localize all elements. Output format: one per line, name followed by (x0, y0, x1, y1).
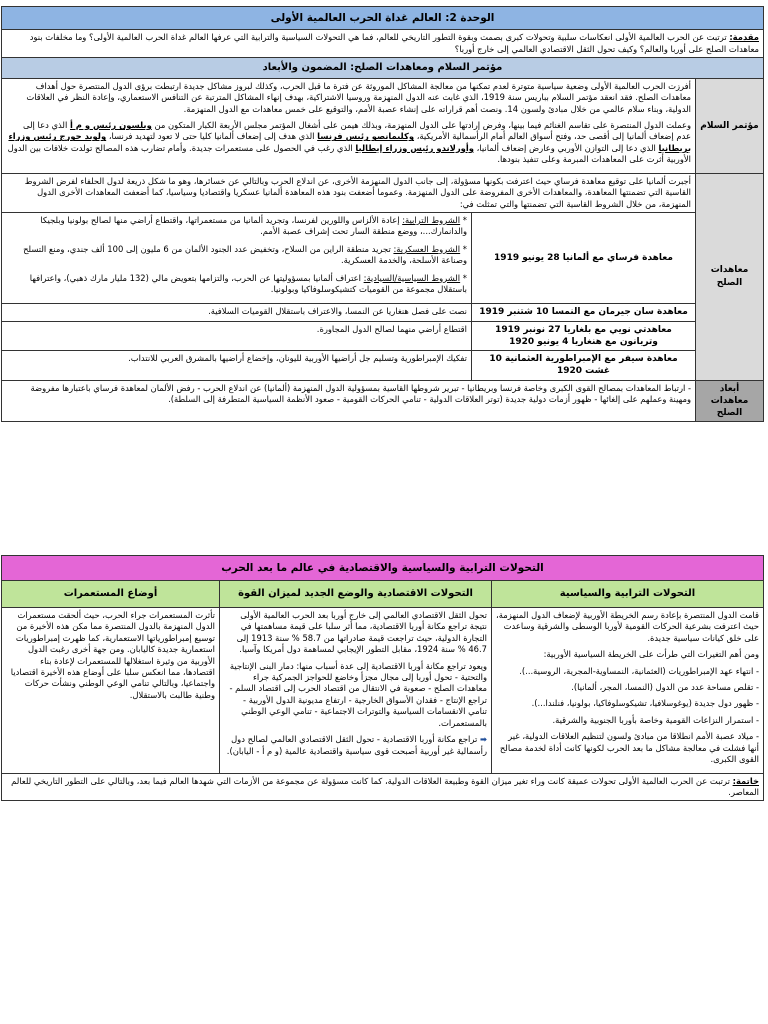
p2-text-b: الذي دعا إلى عدم إضعاف ألمانيا إلى أقصى حد، وفتح أسواق العالم أمام الرأسمالية الأمريكية، (23, 119, 691, 142)
term-text: تجريد منطقة الراين من السلاح، وتخفيض عدد الجنود الألمان من 6 مليون إلى 100 ألف جندي، ومنع التسلح وصناعة الأسلحة، والخدمة العسكرية. (23, 243, 467, 266)
dimensions-text: - ارتباط المعاهدات بمصالح القوى الكبرى وخاصة فرنسا وبريطانيا - تبرير شروطها القاسية بمسؤولية الدول المنهزمة (ألمانيا) عن اندلاع الحرب - رفض الألمان لمعاهدة فرساي باعتبارها مفروضة ومهينة وعملهم على إلغائها - ظهور أزمات دولية جديدة (توتر العلاقات الدولية - تنامي الحركات القومية - صعود الأنظمة السياسية المتطرفة إلى السلطة). (1, 380, 695, 422)
section2-title: التحولات الترابية والسياسية والاقتصادية في عالم ما بعد الحرب (2, 556, 764, 581)
section1-title: مؤتمر السلام ومعاهدات الصلح: المضمون والأبعاد (1, 58, 763, 79)
saint-germain-treaty-name: معاهدة سان جيرمان مع النمسا 10 شتنبر 1919 (472, 304, 696, 321)
term-label: الشروط الترابية: (402, 214, 461, 225)
postwar-transformations-table (1, 555, 764, 801)
term-label: الشروط السياسية/السيادية: (363, 272, 461, 283)
versailles-terms (1, 212, 471, 304)
peace-treaties-table (1, 6, 764, 422)
p2-text-c: الذي هدف إلى إضعاف ألمانيا كليا حتى لا تعود لتهديد فرنسا، (106, 131, 318, 142)
conclusion-label: خاتمة: (732, 775, 759, 786)
peace-conference-p2 (6, 120, 691, 166)
intro-cell (1, 30, 763, 58)
p2-text-e: الذي رغب في الحصول على مستعمرات جديدة. وأمام تضارب هذه المصالح تولدت خلافات بين الدول الأوربية أثرت على المعاهدات المبرمة وعلى تنفيذ بنودها. (7, 142, 691, 165)
political-item: - ظهور دول جديدة (يوغوسلافيا، تشيكوسلوفاكيا، بولونيا، فنلندا...). (531, 698, 759, 709)
lesson-sheet-2 (2, 555, 764, 801)
economic-column (220, 607, 492, 773)
political-column (492, 607, 764, 773)
lesson-sheet-1 (2, 6, 764, 422)
sevres-treaty-name: معاهدة سيفر مع الإمبراطورية العثمانية 10 غشت 1920 (472, 351, 696, 380)
economic-p1: تحول الثقل الاقتصادي العالمي إلى خارج أوربا بعد الحرب العالمية الأولى نتيجة تراجع مكانة أوربا الاقتصادية، مما أثر سلبا على قيمة مساهمتها في التجارة الدولية، حيث تراجعت قيمة صادراتها من 58.7 % سنة 1913 إلى 46.7 % سنة 1924، مقابل التطور الإيجابي لمساهمة دول أمريكا وآسيا. (236, 609, 487, 655)
peace-conference-p1: أفرزت الحرب العالمية الأولى وضعية سياسية متوترة لعدم تمكنها من معالجة المشاكل الموروثة عن فترة ما قبل الحرب، وكذلك لبروز مشاكل جديدة ارتبطت برؤى الدول المنتصرة حول أهداف معاهدات الصلح. فقد انعقد مؤتمر السلام بباريس سنة 1919، الذي غابت عنه الدول المنهزمة وروسيا الاشتراكية، بهدف إنهاء المشاكل المترتبة عن التنافس الاستعماري، وإعادة النظر في العلاقات الدولية، وبناء سلام عالمي من خلال مبادئ ولسون 14. ونصت أهم قراراته على إنشاء عصبة الأمم، والتوقيع على خمس معاهدات مع الدول المنهزمة. (26, 80, 691, 114)
colonies-text: تأثرت المستعمرات جراء الحرب، حيث ألحقت مستعمرات الدول المنهزمة بالدول المنتصرة مما مكن هذه الأخيرة من توسيع إمبراطورياتها الاستعمارية، كما ظهرت إمبراطوريات استعمارية جديدة كاليابان. ومن جهة أخرى رغبت الدول الأوربية من وثيرة استغلالها للمستعمرات لإعادة بناء اقتصادها، مما انعكس سلبا على أوضاع هذه الأخيرة اقتصاديا واجتماعيا، وبالتالي تنامي الوعي الوطني ونشأت حركات وطنية طالبت بالاستقلال. (10, 609, 215, 700)
political-item: - انتهاء عهد الإمبراطوريات (العثمانية، النمساوية-المجرية، الروسية...). (519, 665, 759, 676)
economic-p3: تراجع مكانة أوربا الاقتصادية - تحول الثقل الاقتصادي العالمي لصالح دول رأسمالية غير أوربية أصبحت قوى سياسية واقتصادية عالمية (و م أ - اليابان). (226, 734, 487, 756)
peace-conference-content (1, 78, 695, 173)
economic-p2: ويعود تراجع مكانة أوربا الاقتصادية إلى عدة أسباب منها: دمار البنى الإنتاجية والتحتية - تحول أوربا إلى مجال مجزأ وخاضع للحواجز الجمركية جراء معاهدات الصلح - صعوبة في الانتقال من اقتصاد الحرب إلى اقتصاد السلم - تراجع الإنتاج - فقدان الأسواق الخارجية - ارتفاع مديونية الدول الأوربية - تنامي الانقسامات السياسية والتوترات الاجتماعية - تنامي الوعي الوطني بالمستعمرات. (229, 660, 487, 728)
unit-title: الوحدة 2: العالم غداة الحرب العالمية الأولى (1, 7, 763, 30)
colonies-column-title: أوضاع المستعمرات (2, 581, 220, 608)
dimensions-label: أبعاد معاهدات الصلح (696, 380, 764, 422)
conclusion-cell (2, 773, 764, 801)
treaties-label: معاهدات الصلح (696, 173, 764, 380)
versailles-term-territorial: * الشروط الترابية: إعادة الألزاس واللورين لفرنسا، وتجريد ألمانيا من مستعمراتها، واقتطاع أراضي منها لصالح بولونيا وبلجيكا والدانمارك...، ووضع منطقة السار تحت إشراف عصبة الأمم. (40, 214, 467, 237)
political-column-title: التحولات الترابية والسياسية (492, 581, 764, 608)
orlando-name: وأورلاندو رئيس وزراء إيطاليا (355, 142, 474, 153)
political-item: - استمرار النزاعات القومية وخاصة بأوربا الجنوبية والشرقية. (552, 714, 759, 725)
political-item: - تقلص مساحة عدد من الدول (النمسا، المجر، ألمانيا). (571, 681, 759, 692)
p2-text-d: الذي دعا إلى التوازن الأوربي وعارض إضعاف ألمانيا، (473, 142, 659, 153)
clemenceau-name: وكليمانصو رئيس فرنسا (317, 131, 415, 142)
versailles-treaty-name: معاهدة فرساي مع ألمانيا 28 يونيو 1919 (472, 212, 696, 304)
right-arrow-icon: ➡ (479, 734, 487, 745)
wilson-name: ويلسون رئيس و م أ (69, 119, 152, 130)
sevres-treaty-text: تفكيك الإمبراطورية وتسليم جل أراضيها الأوربية لليونان، وإخضاع أراضيها بالمشرق العربي للانتداب. (1, 351, 471, 380)
peace-conference-label: مؤتمر السلام (696, 78, 764, 173)
political-p1: قامت الدول المنتصرة بإعادة رسم الخريطة الأوربية لإضعاف الدول المنهزمة، حيث اعترفت بشرعية الحركات القومية لأوربا الوسطى والشرقية وساعدت على خلق كيانات سياسية جديدة. (496, 609, 759, 643)
p2-text-a: وعملت الدول المنتصرة على تقاسم الغنائم فيما بينها، وفرض إرادتها على الدول المنهزمة، وبذلك هيمن على أشغال المؤتمر مجلس الأربعة الكبار المتكون من (151, 119, 691, 130)
neuilly-trianon-treaty-text: اقتطاع أراضي منهما لصالح الدول المجاورة. (1, 321, 471, 350)
conclusion-text: ترتبت عن الحرب العالمية الأولى تحولات عميقة كانت وراء تغير ميزان القوة وطبيعة العلاقات الدولية، كما كانت مسؤولة عن مجموعة من الأزمات التي شهدها العالم فيما بعد، وبالتالي على التطور التاريخي للعالم المعاصر. (11, 775, 759, 797)
term-text: إعادة الألزاس واللورين لفرنسا، وتجريد ألمانيا من مستعمراتها، واقتطاع أراضي منها لصالح بولونيا وبلجيكا والدانمارك...، ووضع منطقة السار تحت إشراف عصبة الأمم. (40, 214, 467, 237)
economic-column-title: التحولات الاقتصادية والوضع الجديد لميزان القوة (220, 581, 492, 608)
political-p2: ومن أهم التغيرات التي طرأت على الخريطة السياسية الأوربية: (543, 649, 759, 660)
political-item: - ميلاد عصبة الأمم انطلاقا من مبادئ ولسون لتنظيم العلاقات الدولية، غير أنها فشلت في معالجة مشاكل ما بعد الحرب لكونها كانت أداة لخدمة مصالح القوى الكبرى. (499, 731, 759, 765)
neuilly-trianon-treaty-name: معاهدتي نويي مع بلغاريا 27 نونبر 1919 وتريانون مع هنغاريا 4 يونيو 1920 (472, 321, 696, 350)
versailles-term-political: * الشروط السياسية/السيادية: اعتراف ألمانيا بمسؤوليتها عن الحرب، والتزامها بتعويض مالي (132 مليار مارك ذهبي)، واعترافها باستقلال مجموعة من القوميات كتشيكوسلوفاكيا وبولونيا. (29, 272, 467, 295)
saint-germain-treaty-text: نصت على فصل هنغاريا عن النمسا، والاعتراف باستقلال القوميات السلافية. (1, 304, 471, 321)
term-label: الشروط العسكرية: (393, 243, 461, 254)
versailles-term-military: * الشروط العسكرية: تجريد منطقة الراين من السلاح، وتخفيض عدد الجنود الألمان من 6 مليون إلى 100 ألف جندي، ومنع التسلح وصناعة الأسلحة، والخدمة العسكرية. (23, 243, 467, 266)
treaties-intro: أجبرت ألمانيا على توقيع معاهدة فرساي حيث اعترفت بكونها مسؤولة، إلى جانب الدول المنهزمة الأخرى، عن اندلاع الحرب وبالتالي عن خسائرها، وهو ما شكل ذريعة لدول الحلفاء لفرض الشروط القاسية التي تضمنتها المعاهدة، والمعاهدات الأخرى المفروضة على الدول المنهزمة. وعموما أضعفت بنود هذه المعاهدة ألمانيا عسكريا واقتصاديا وسياسيا، كما أضعفت المعاهدات الأخرى الدول المنهزمة، من خلال الشروط القاسية التي تضمنتها والتي تمثلت في: (1, 173, 695, 212)
economic-p3-wrap (224, 734, 487, 757)
lloyd-george-name: ولويد جورج رئيس وزراء بريطانيا (8, 131, 691, 153)
term-text: اعتراف ألمانيا بمسؤوليتها عن الحرب، والتزامها بتعويض مالي (132 مليار مارك ذهبي)، واعترافها باستقلال مجموعة من القوميات كتشيكوسلوفاكيا وبولونيا. (29, 272, 467, 295)
intro-text: ترتبت عن الحرب العالمية الأولى انعكاسات سلبية وتحولات كبرى بصمت وبقوة التطور التاريخي للعالم، فما هي التحولات السياسية والترابية التي عرفها العالم غداة الحرب العالمية الأولى؟ وما مخلفات بنود معاهدات الصلح على أوربا والعالم؟ وكيف تحول الثقل الاقتصادي العالمي إلى خارج أوربا؟ (29, 32, 759, 54)
colonies-column (2, 607, 220, 773)
intro-label: مقدمة: (729, 32, 759, 43)
